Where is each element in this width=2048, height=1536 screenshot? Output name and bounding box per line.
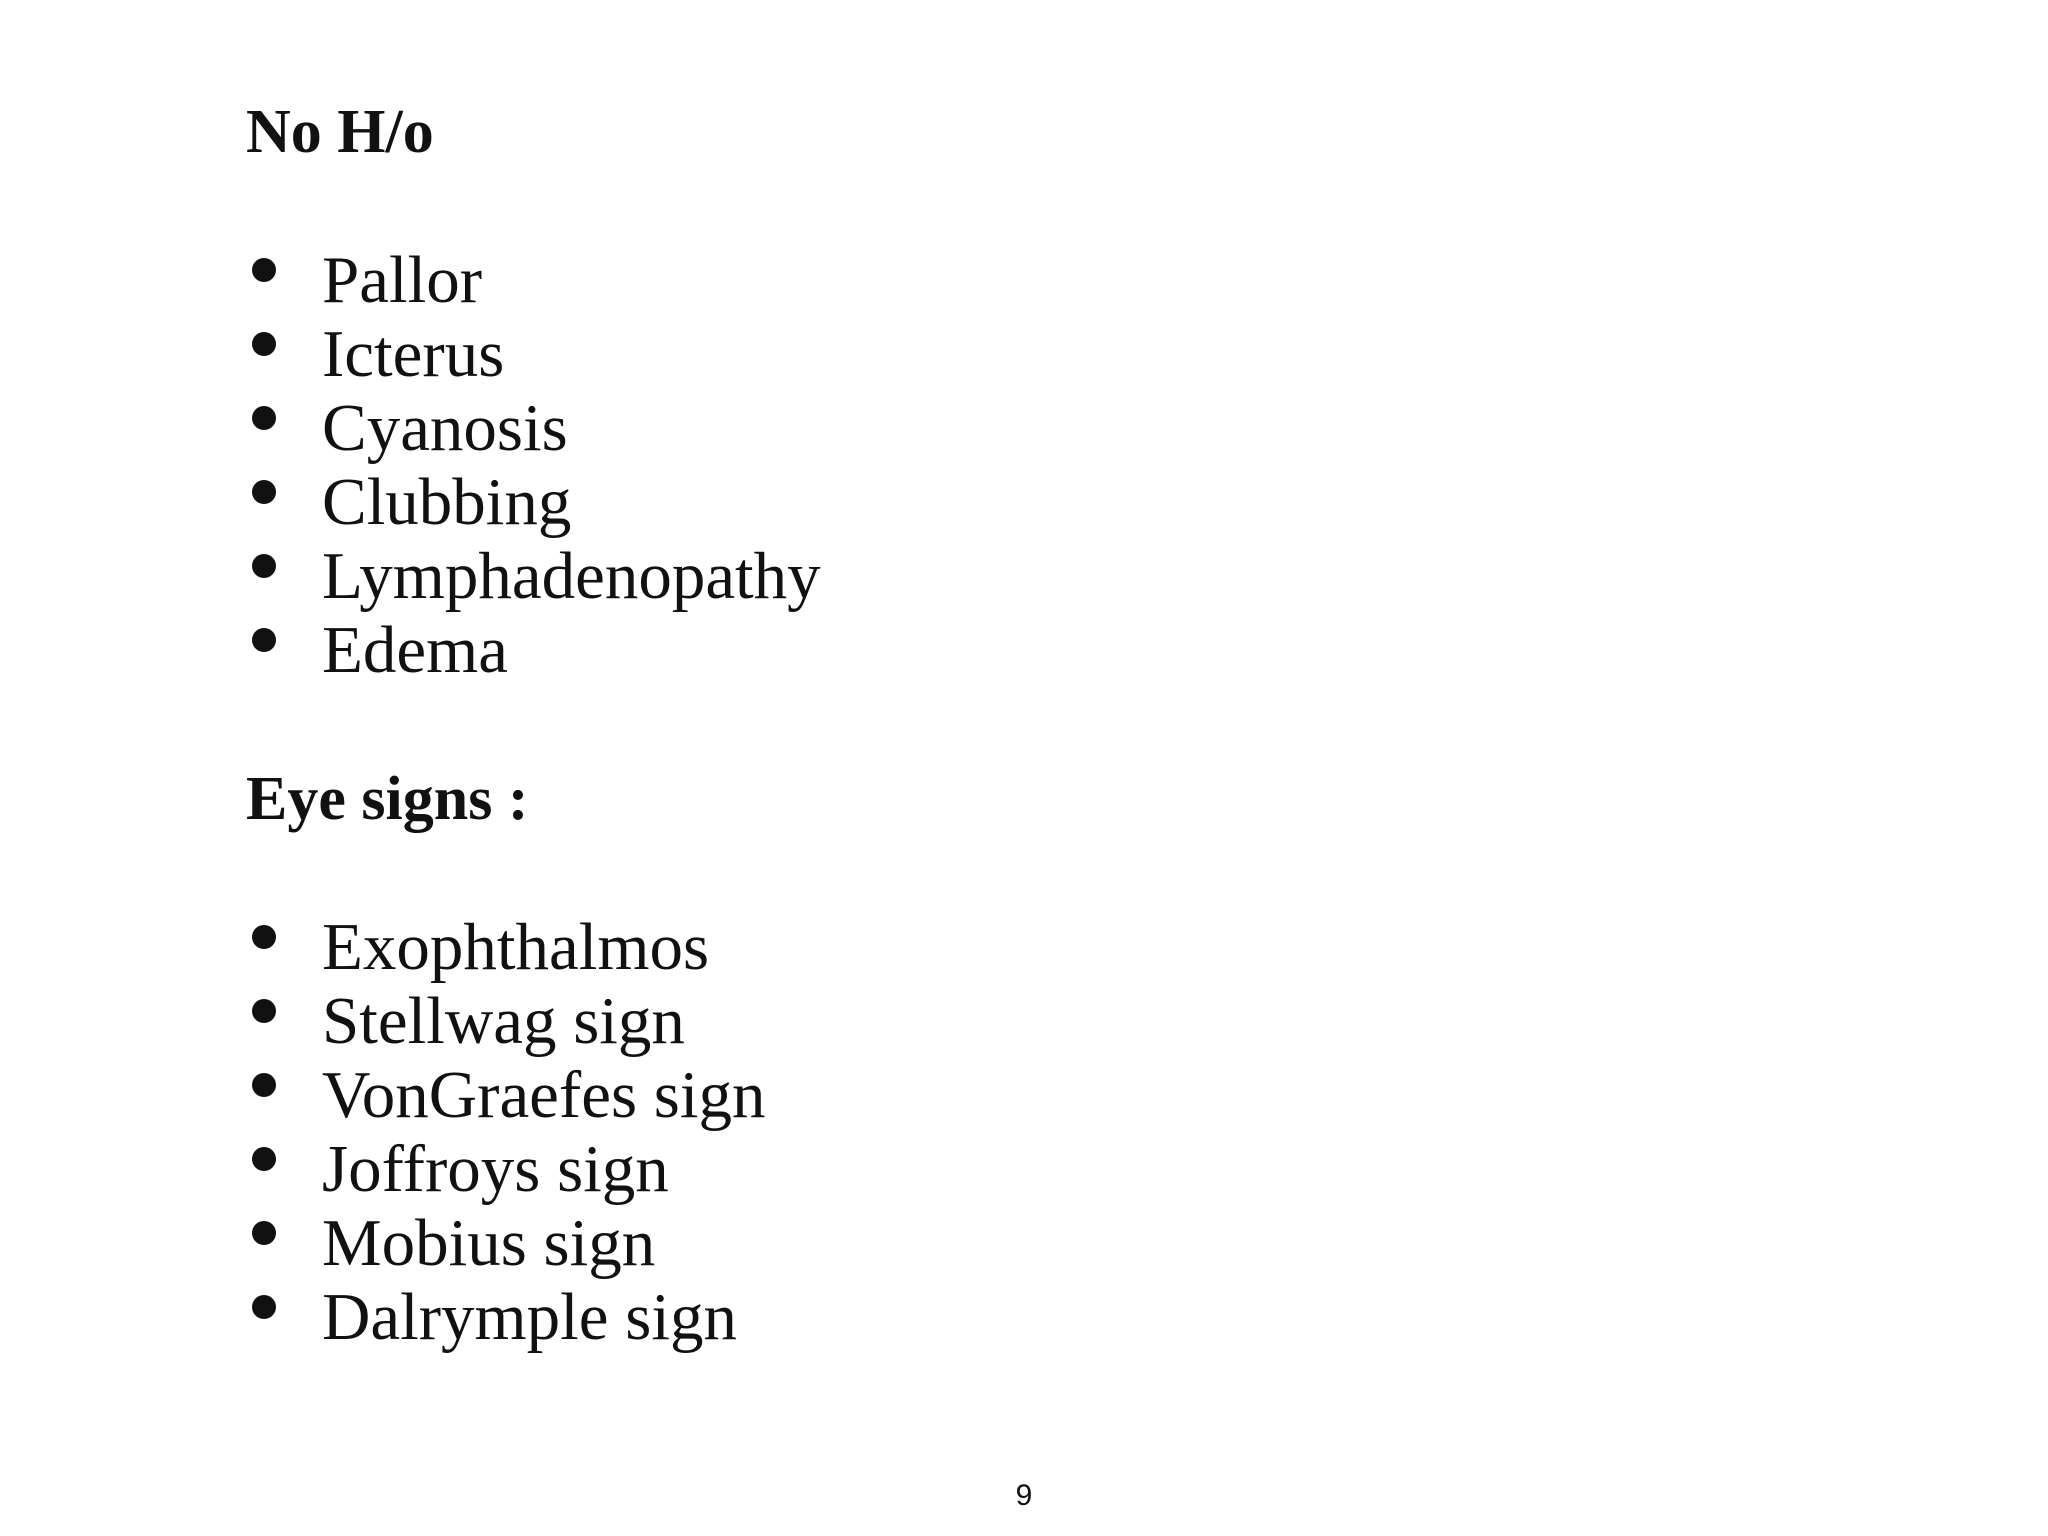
list-item-text: Stellwag sign (322, 984, 685, 1058)
page-number: 9 (1015, 1479, 1033, 1512)
bullet-icon (252, 1073, 276, 1097)
bullet-icon (252, 999, 276, 1023)
bullet-icon (252, 1295, 276, 1319)
list-item-text: Exophthalmos (322, 910, 710, 984)
bullet-icon (252, 258, 276, 282)
bullet-icon (252, 554, 276, 578)
section-heading-eye-signs: Eye signs : (246, 765, 529, 833)
list-item-text: Icterus (322, 317, 505, 391)
list-item-text: Cyanosis (322, 391, 568, 465)
bullet-icon (252, 1221, 276, 1245)
section-heading-history: No H/o (246, 98, 434, 166)
bullet-icon (252, 332, 276, 356)
bullet-icon (252, 925, 276, 949)
bullet-icon (252, 480, 276, 504)
list-item-text: Pallor (322, 243, 483, 317)
bullet-icon (252, 406, 276, 430)
list-item-text: Dalrymple sign (322, 1280, 737, 1354)
list-item-text: Edema (322, 613, 509, 687)
list-item-text: Joffroys sign (322, 1132, 669, 1206)
list-item-text: Lymphadenopathy (322, 539, 821, 613)
bullet-icon (252, 628, 276, 652)
list-item-text: VonGraefes sign (322, 1058, 766, 1132)
bullet-icon (252, 1147, 276, 1171)
list-item-text: Clubbing (322, 465, 572, 539)
list-item-text: Mobius sign (322, 1206, 656, 1280)
